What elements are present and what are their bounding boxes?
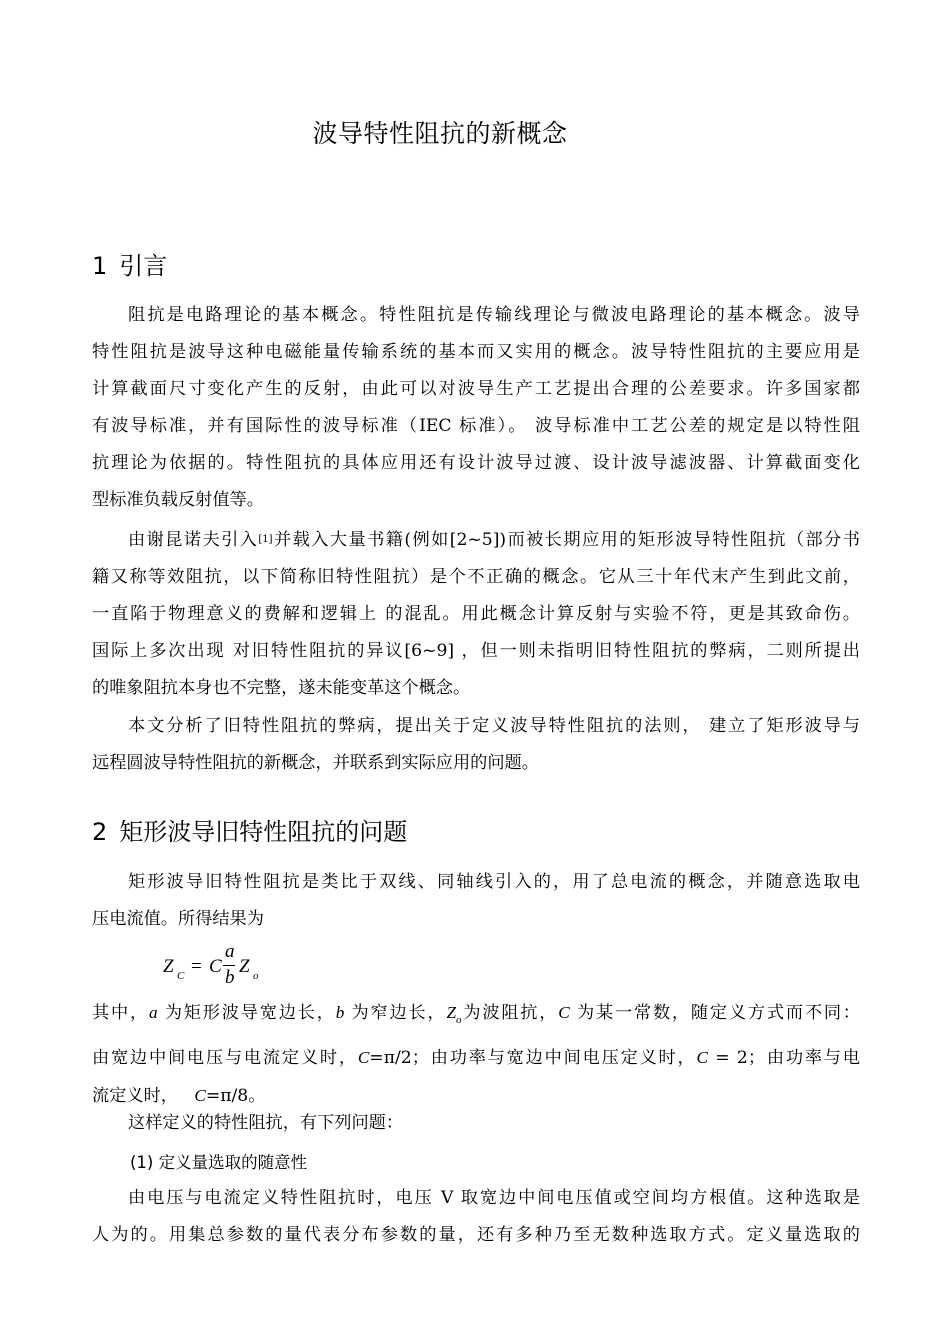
text-line <box>92 994 860 1039</box>
text-line: 人为的。用集总参数的量代表分布参数的量，还有多种乃至无数种选取方式。定义量选取的 <box>92 1225 860 1245</box>
text-line: 本文分析了旧特性阻抗的弊病，提出关于定义波导特性阻抗的法则， 建立了矩形波导与 <box>128 716 860 736</box>
formula-numerator: a <box>225 941 235 962</box>
text-line: 这样定义的特性阻抗，有下列问题： <box>128 1113 404 1133</box>
text-line: 抗理论为依据的。特性阻抗的具体应用还有设计波导过渡、设计波导滤波器、计算截面变化 <box>92 453 860 473</box>
section-1-paragraph-2 <box>92 521 860 707</box>
text-run: =π/8。 <box>205 1086 266 1106</box>
text-line <box>92 521 860 559</box>
section-1-number: 1 <box>92 252 108 280</box>
section-1-paragraph-1 <box>92 297 860 519</box>
text-line: 型标准负载反射值等。 <box>92 490 264 510</box>
formula-equals: = <box>191 956 202 977</box>
symbol-z: Z <box>446 1003 457 1022</box>
text-run: 由宽边中间电压与电流定义时， <box>92 1048 358 1068</box>
symbol-c: C <box>696 1048 708 1067</box>
symbol-z-subscript: o <box>456 1014 462 1026</box>
text-run: 为窄边长， <box>344 1003 447 1023</box>
text-line: 远程圆波导特性阻抗的新概念，并联系到实际应用的问题。 <box>92 753 539 773</box>
text-line <box>92 1039 860 1077</box>
text-line: 由电压与电流定义特性阻抗时，电压 V 取宽边中间电压值或空间均方根值。这种选取是 <box>128 1188 860 1208</box>
section-2-paragraph-1 <box>92 864 860 938</box>
text-run: 为某一常数，随定义方式而不同： <box>569 1003 860 1023</box>
text-line: 有波导标准，并有国际性的波导标准（IEC 标准）。 波导标准中工艺公差的规定是以特性阻 <box>92 416 860 436</box>
text-run: 其中， <box>92 1003 149 1023</box>
formula-z0-subscript: o <box>253 970 259 982</box>
symbol-b: b <box>335 1003 345 1022</box>
text-line: 矩形波导旧特性阻抗是类比于双线、同轴线引入的，用了总电流的概念，并随意选取电 <box>128 872 860 892</box>
section-2-paragraph-3 <box>92 1105 860 1142</box>
symbol-c: C <box>194 1086 206 1105</box>
text-line: 籍又称等效阻抗，以下简称旧特性阻抗）是个不正确的概念。它从三十年代末产生到此文前， <box>92 567 860 587</box>
text-run: 并载入大量书籍(例如[2~5])而被长期应用的矩形波导特性阻抗（部分书 <box>272 530 860 550</box>
text-run: 为波阻抗， <box>461 1003 559 1023</box>
section-2-heading <box>92 815 407 849</box>
citation-ref: [1] <box>258 534 273 545</box>
formula-z-subscript: C <box>177 970 185 982</box>
symbol-c: C <box>558 1003 570 1022</box>
symbol-a: a <box>148 1003 158 1022</box>
section-1-paragraph-3 <box>92 708 860 782</box>
section-2-number: 2 <box>92 818 108 846</box>
text-line: 阻抗是电路理论的基本概念。特性阻抗是传输线理论与微波电路理论的基本概念。波导 <box>128 305 860 325</box>
section-2-paragraph-2 <box>92 994 860 1115</box>
section-1-heading <box>92 249 167 283</box>
text-run: 为矩形波导宽边长， <box>157 1003 336 1023</box>
fraction-bar <box>223 965 235 966</box>
section-2-paragraph-4 <box>92 1180 860 1254</box>
formula-z: Z <box>163 956 174 977</box>
text-run: = 2；由功率与电 <box>708 1048 860 1068</box>
text-run: =π/2；由功率与宽边中间电压定义时， <box>369 1048 697 1068</box>
formula-z0: Z <box>239 956 250 977</box>
text-line: 的唯象阻抗本身也不完整，遂未能变革这个概念。 <box>92 678 471 698</box>
formula-denominator: b <box>225 967 235 988</box>
subsection-heading: (1) 定义量选取的随意性 <box>130 1153 308 1172</box>
section-2-title: 矩形波导旧特性阻抗的问题 <box>119 818 408 846</box>
formula-c: C <box>209 956 222 977</box>
symbol-c: C <box>357 1048 370 1067</box>
text-line: 特性阻抗是波导这种电磁能量传输系统的基本而又实用的概念。波导特性阻抗的主要应用是 <box>92 342 860 362</box>
text-line: 计算截面尺寸变化产生的反射，由此可以对波导生产工艺提出合理的公差要求。许多国家都 <box>92 379 860 399</box>
text-run: 流定义时， <box>92 1086 195 1106</box>
text-line: 一直陷于物理意义的费解和逻辑上 的混乱。用此概念计算反射与实验不符，更是其致命伤。 <box>92 604 860 624</box>
text-line: 压电流值。所得结果为 <box>92 909 264 929</box>
text-line: 国际上多次出现 对旧特性阻抗的异议[6~9] ，但一则未指明旧特性阻抗的弊病，二则所提出 <box>92 641 860 661</box>
text-run: 由谢昆诺夫引入 <box>128 530 259 550</box>
section-1-title: 引言 <box>119 252 168 280</box>
paper-title: 波导特性阻抗的新概念 <box>312 119 568 148</box>
